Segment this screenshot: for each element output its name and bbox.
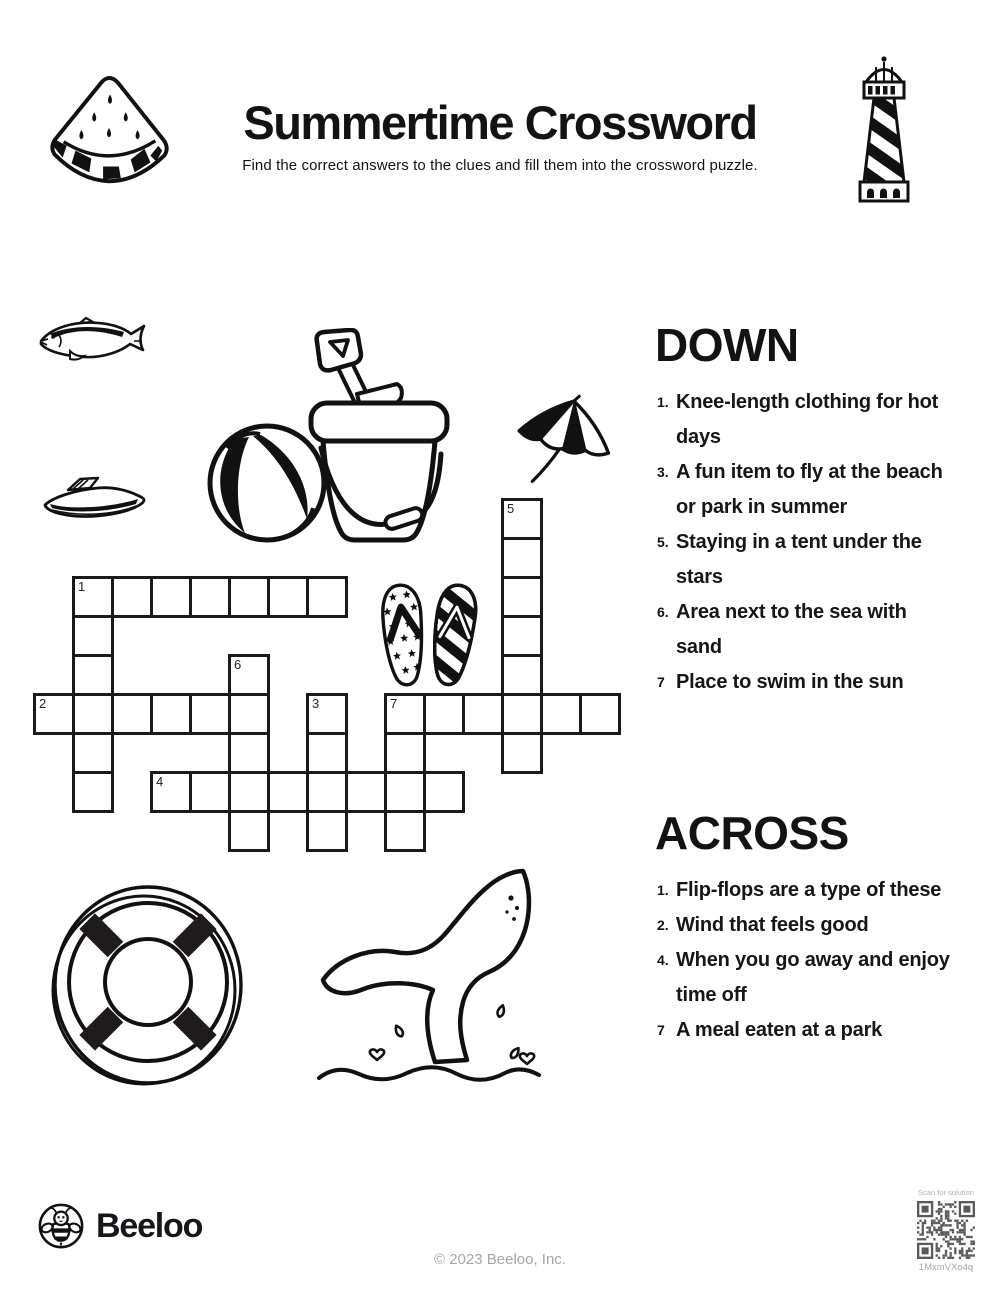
clue-item bbox=[657, 385, 990, 455]
across-clues-section bbox=[655, 806, 990, 1048]
page-title: Summertime Crossword bbox=[243, 96, 757, 150]
across-heading: ACROSS bbox=[655, 807, 849, 859]
crossword-grid bbox=[33, 498, 624, 855]
clue-item bbox=[657, 873, 990, 908]
grid-cell[interactable] bbox=[33, 693, 75, 735]
clue-number: 1. bbox=[657, 882, 669, 898]
clue-text: Knee-length clothing for hot days bbox=[676, 391, 939, 448]
fish-icon bbox=[36, 314, 148, 370]
grid-cell[interactable] bbox=[384, 771, 426, 813]
grid-cell[interactable] bbox=[189, 576, 231, 618]
down-clues-section bbox=[655, 318, 990, 700]
grid-cell[interactable] bbox=[72, 771, 114, 813]
grid-cell[interactable] bbox=[345, 771, 387, 813]
clue-text: Area next to the sea with sand bbox=[676, 601, 907, 658]
clue-number: 1. bbox=[657, 394, 669, 410]
clue-item bbox=[657, 943, 990, 1013]
clue-number: 2. bbox=[657, 917, 669, 933]
grid-cell[interactable] bbox=[384, 810, 426, 852]
grid-cell[interactable] bbox=[228, 810, 270, 852]
across-clue-list bbox=[657, 873, 990, 1048]
clue-item bbox=[657, 908, 990, 943]
page-subtitle: Find the correct answers to the clues and fill them into the crossword puzzle. bbox=[242, 157, 758, 174]
grid-cell[interactable] bbox=[111, 693, 153, 735]
clue-text: Staying in a tent under the stars bbox=[676, 531, 922, 588]
clue-text: Wind that feels good bbox=[676, 914, 869, 936]
bee-icon bbox=[37, 1202, 85, 1250]
grid-cell[interactable] bbox=[72, 732, 114, 774]
grid-cell[interactable] bbox=[267, 576, 309, 618]
grid-cell[interactable] bbox=[228, 771, 270, 813]
clue-item bbox=[657, 525, 990, 595]
grid-cell[interactable] bbox=[579, 693, 621, 735]
grid-cell[interactable] bbox=[228, 654, 270, 696]
grid-cell[interactable] bbox=[189, 771, 231, 813]
brand-logo bbox=[37, 1202, 202, 1250]
clue-number: 7 bbox=[657, 674, 665, 690]
clue-text: A fun item to fly at the beach or park in summer bbox=[676, 461, 943, 518]
grid-cell[interactable] bbox=[501, 498, 543, 540]
grid-cell[interactable] bbox=[501, 732, 543, 774]
grid-cell[interactable] bbox=[72, 615, 114, 657]
grid-cell[interactable] bbox=[150, 576, 192, 618]
cell-number: 5 bbox=[507, 501, 515, 516]
cell-number: 3 bbox=[312, 696, 320, 711]
clue-text: When you go away and enjoy time off bbox=[676, 949, 950, 1006]
cell-number: 6 bbox=[234, 657, 242, 672]
grid-cell[interactable] bbox=[228, 576, 270, 618]
clue-number: 5. bbox=[657, 534, 669, 550]
grid-cell[interactable] bbox=[462, 693, 504, 735]
cell-number: 7 bbox=[390, 696, 398, 711]
grid-cell[interactable] bbox=[72, 693, 114, 735]
grid-cell[interactable] bbox=[501, 576, 543, 618]
clue-item bbox=[657, 455, 990, 525]
grid-cell[interactable] bbox=[501, 654, 543, 696]
grid-cell[interactable] bbox=[306, 732, 348, 774]
copyright-text: © 2023 Beeloo, Inc. bbox=[434, 1251, 566, 1268]
beach-umbrella-icon bbox=[505, 392, 625, 492]
grid-cell[interactable] bbox=[501, 537, 543, 579]
life-ring-icon bbox=[48, 870, 248, 1108]
grid-cell[interactable] bbox=[306, 693, 348, 735]
grid-cell[interactable] bbox=[72, 576, 114, 618]
grid-cell[interactable] bbox=[267, 771, 309, 813]
grid-cell[interactable] bbox=[150, 771, 192, 813]
qr-code bbox=[917, 1201, 975, 1259]
down-clue-list bbox=[657, 385, 990, 700]
grid-cell[interactable] bbox=[501, 693, 543, 735]
qr-block bbox=[916, 1188, 976, 1273]
grid-cell[interactable] bbox=[423, 693, 465, 735]
lighthouse-icon bbox=[853, 54, 915, 204]
clue-number: 4. bbox=[657, 952, 669, 968]
grid-cell[interactable] bbox=[501, 615, 543, 657]
grid-cell[interactable] bbox=[423, 771, 465, 813]
grid-cell[interactable] bbox=[189, 693, 231, 735]
clue-number: 7 bbox=[657, 1022, 665, 1038]
cell-number: 2 bbox=[39, 696, 47, 711]
down-heading: DOWN bbox=[655, 319, 799, 371]
clue-text: A meal eaten at a park bbox=[676, 1019, 883, 1041]
grid-cell[interactable] bbox=[111, 576, 153, 618]
clue-text: Place to swim in the sun bbox=[676, 671, 904, 693]
qr-label: Scan for solution bbox=[918, 1188, 974, 1197]
grid-cell[interactable] bbox=[384, 693, 426, 735]
grid-cell[interactable] bbox=[228, 732, 270, 774]
clue-item bbox=[657, 1013, 990, 1048]
grid-cell[interactable] bbox=[150, 693, 192, 735]
clue-number: 3. bbox=[657, 464, 669, 480]
grid-cell[interactable] bbox=[72, 654, 114, 696]
qr-code-text: 1MxmVXo4q bbox=[918, 1262, 974, 1273]
clue-item bbox=[657, 595, 990, 665]
grid-cell[interactable] bbox=[228, 693, 270, 735]
grid-cell[interactable] bbox=[306, 771, 348, 813]
grid-cell[interactable] bbox=[306, 810, 348, 852]
clue-text: Flip-flops are a type of these bbox=[676, 879, 942, 901]
grid-cell[interactable] bbox=[540, 693, 582, 735]
clue-number: 6. bbox=[657, 604, 669, 620]
grid-cell[interactable] bbox=[384, 732, 426, 774]
brand-name: Beeloo bbox=[96, 1206, 203, 1245]
clue-item bbox=[657, 665, 990, 700]
cell-number: 1 bbox=[78, 579, 86, 594]
whale-tail-icon bbox=[315, 862, 543, 1104]
cell-number: 4 bbox=[156, 774, 164, 789]
grid-cell[interactable] bbox=[306, 576, 348, 618]
